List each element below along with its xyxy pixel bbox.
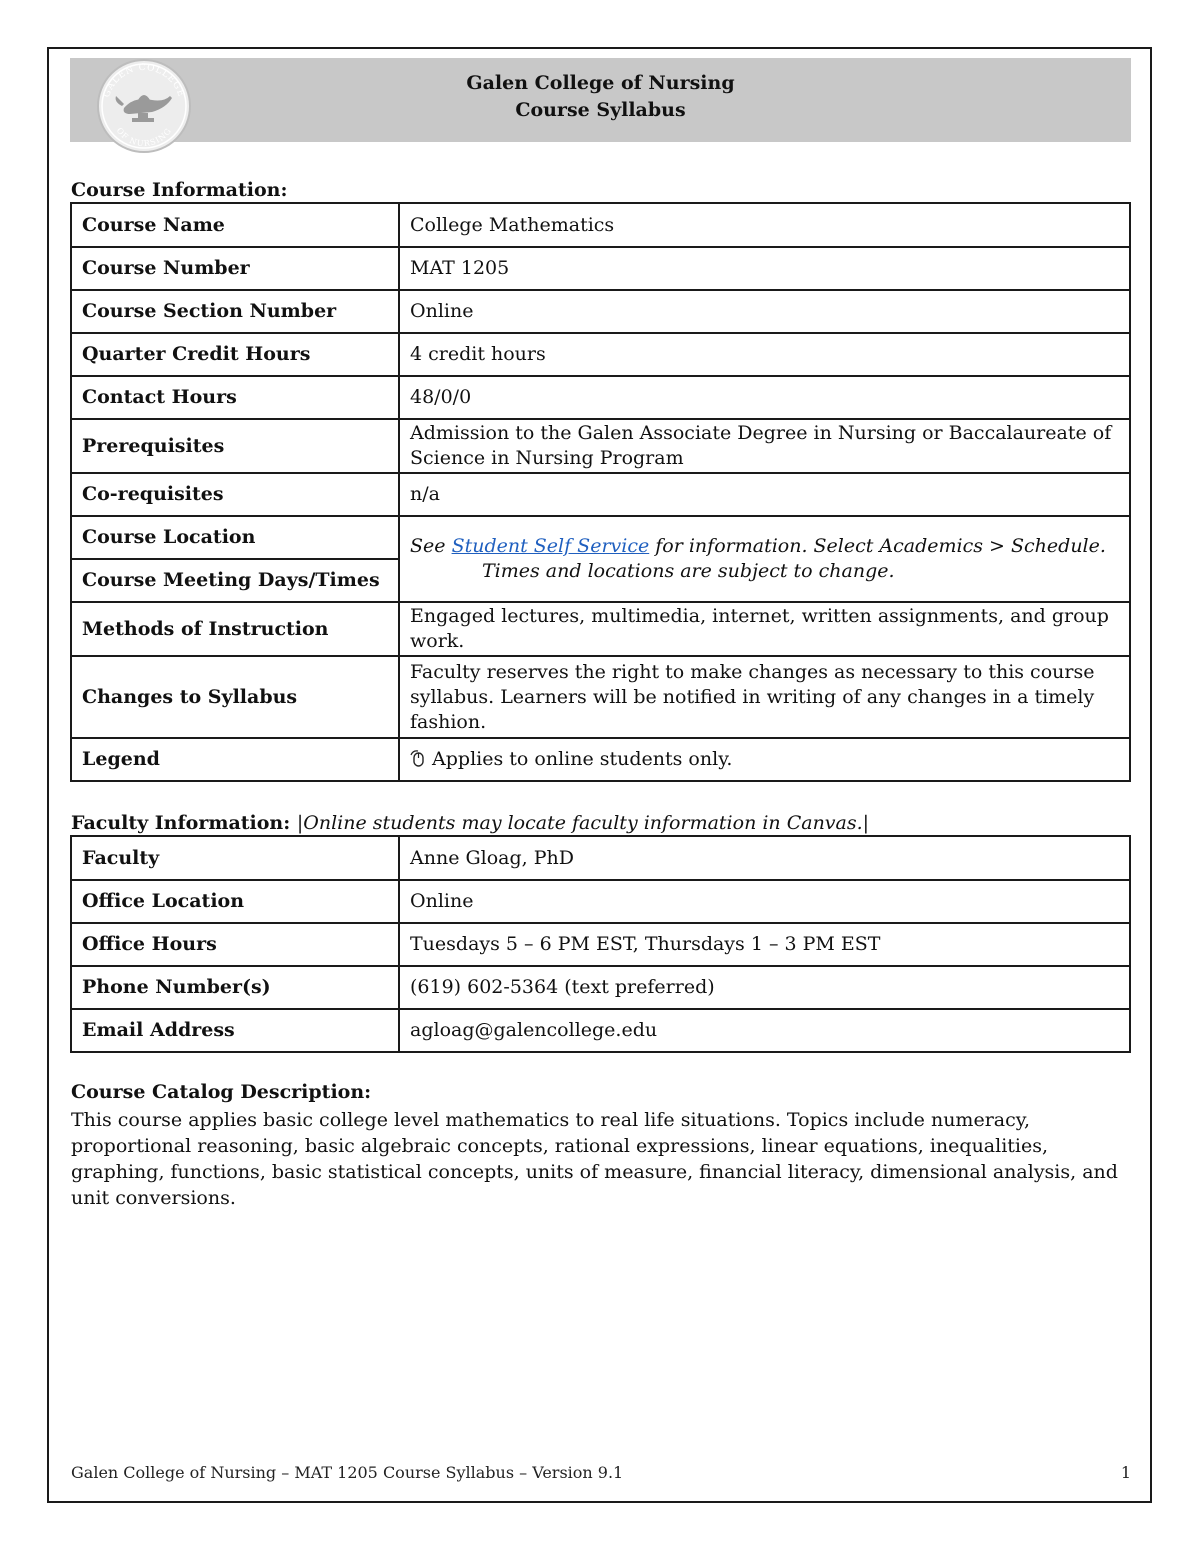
location-suffix: for information. Select Academics > Schedule. — [655, 535, 1106, 557]
table-row — [71, 880, 1130, 923]
catalog-description: This course applies basic college level mathematics to real life situations. Topics include numeracy, proportional reasoning, basic algebraic concepts, rational expressions, linear equations, inequalities, graphing, functions, basic statistical concepts, units of measure, financial literacy, dimensional analysis, and unit conversions. — [71, 1109, 1118, 1209]
row-value: n/a — [399, 473, 1130, 516]
table-row — [71, 836, 1130, 880]
row-label: Course Name — [71, 203, 399, 247]
page-title — [70, 70, 1131, 124]
table-row — [71, 516, 1130, 559]
faculty-info-heading — [71, 812, 869, 834]
legend-value — [399, 738, 1130, 781]
table-row — [71, 376, 1130, 419]
college-seal-logo — [86, 56, 200, 156]
row-value: (619) 602-5364 (text preferred) — [399, 966, 1130, 1009]
row-label: Email Address — [71, 1009, 399, 1052]
table-row — [71, 656, 1130, 738]
row-value: Engaged lectures, multimedia, internet, written assignments, and group work. — [399, 602, 1130, 656]
location-line-2: Times and locations are subject to change. — [482, 560, 895, 582]
row-value: Anne Gloag, PhD — [399, 836, 1130, 880]
table-row — [71, 473, 1130, 516]
row-label: Course Meeting Days/Times — [71, 559, 399, 602]
title-line-1: Galen College of Nursing — [466, 72, 735, 94]
row-label: Office Hours — [71, 923, 399, 966]
table-row — [71, 290, 1130, 333]
table-row — [71, 738, 1130, 781]
row-label: Legend — [71, 738, 399, 781]
faculty-canvas-note: |Online students may locate faculty information in Canvas.| — [296, 812, 870, 834]
faculty-heading-label: Faculty Information: — [71, 812, 291, 834]
course-info-table — [70, 202, 1131, 782]
table-row — [71, 203, 1130, 247]
student-self-service-link[interactable]: Student Self Service — [451, 535, 650, 557]
row-value: Tuesdays 5 – 6 PM EST, Thursdays 1 – 3 PM EST — [399, 923, 1130, 966]
row-value: 4 credit hours — [399, 333, 1130, 376]
faculty-info-table — [70, 835, 1131, 1053]
catalog-heading: Course Catalog Description: — [71, 1081, 372, 1103]
table-row — [71, 923, 1130, 966]
row-label: Phone Number(s) — [71, 966, 399, 1009]
row-label: Methods of Instruction — [71, 602, 399, 656]
title-line-2: Course Syllabus — [515, 99, 686, 121]
row-value: Faculty reserves the right to make changes as necessary to this course syllabus. Learners will be notified in writing of any changes in a timely fashion. — [399, 656, 1130, 738]
row-label: Office Location — [71, 880, 399, 923]
row-label: Faculty — [71, 836, 399, 880]
location-prefix: See — [410, 535, 446, 557]
row-label: Course Location — [71, 516, 399, 559]
page-number: 1 — [1120, 1463, 1131, 1482]
row-label: Course Section Number — [71, 290, 399, 333]
mouse-icon — [410, 749, 426, 767]
table-row — [71, 419, 1130, 473]
row-value: MAT 1205 — [399, 247, 1130, 290]
svg-text:OF NURSING: OF NURSING — [114, 126, 174, 149]
row-label: Changes to Syllabus — [71, 656, 399, 738]
row-label: Course Number — [71, 247, 399, 290]
svg-text:GALEN COLLEGE: GALEN COLLEGE — [102, 62, 186, 99]
row-label: Co-requisites — [71, 473, 399, 516]
header-bar — [70, 58, 1131, 142]
table-row — [71, 602, 1130, 656]
table-row — [71, 966, 1130, 1009]
row-value: Admission to the Galen Associate Degree in Nursing or Baccalaureate of Science in Nursing Program — [399, 419, 1130, 473]
table-row — [71, 333, 1130, 376]
row-value: Online — [399, 880, 1130, 923]
footer-text: Galen College of Nursing – MAT 1205 Course Syllabus – Version 9.1 — [71, 1463, 624, 1482]
row-label: Prerequisites — [71, 419, 399, 473]
location-note — [399, 516, 1130, 602]
email-value[interactable]: agloag@galencollege.edu — [399, 1009, 1130, 1052]
table-row — [71, 1009, 1130, 1052]
row-label: Quarter Credit Hours — [71, 333, 399, 376]
row-value: Online — [399, 290, 1130, 333]
row-value: 48/0/0 — [399, 376, 1130, 419]
page-footer — [71, 1463, 1131, 1482]
course-info-heading: Course Information: — [71, 179, 288, 201]
table-row — [71, 247, 1130, 290]
row-label: Contact Hours — [71, 376, 399, 419]
legend-text: Applies to online students only. — [432, 748, 733, 770]
row-value: College Mathematics — [399, 203, 1130, 247]
